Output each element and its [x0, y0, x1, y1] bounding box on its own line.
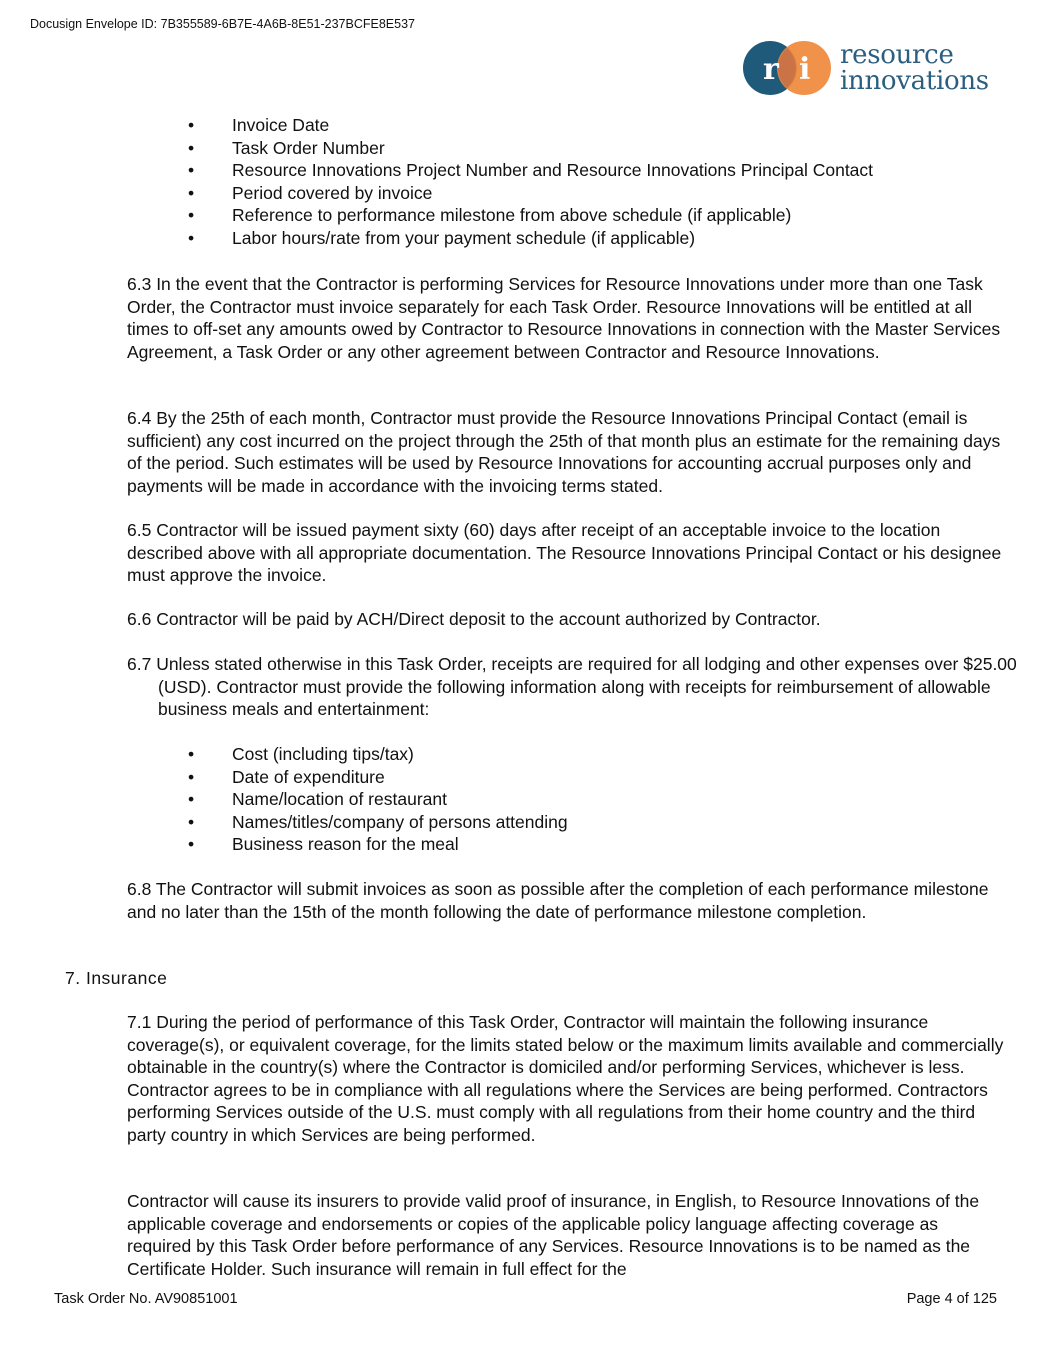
paragraph-6-6: 6.6 Contractor will be paid by ACH/Direct deposit to the account authorized by Contractor. — [127, 609, 821, 629]
paragraph-6-3: 6.3 In the event that the Contractor is performing Services for Resource Innovations under more than one Task Order, the Contractor must invoice separately for each Task Order. Resource Innovations will be entitled at all times to off-set any amounts owed by Contractor to Resource Innovations in connection with the Master Services Agreement, a Task Order or any other agreement between Contractor and Resource Innovations. — [127, 274, 1001, 362]
list-item — [188, 766, 568, 789]
paragraph-6-5: 6.5 Contractor will be issued payment sixty (60) days after receipt of an acceptable invoice to the location described above with all appropriate documentation. The Resource Innovations Principal Contact or his designee must approve the invoice. — [127, 520, 1002, 586]
logo-wordmark — [840, 42, 989, 94]
footer-task-order: Task Order No. AV90851001 — [54, 1291, 238, 1307]
list-item-text: Reference to performance milestone from above schedule (if applicable) — [232, 205, 792, 226]
list-item-text: Date of expenditure — [232, 766, 385, 787]
bullet: • — [188, 160, 195, 181]
invoice-requirements-list — [188, 114, 873, 250]
list-item-text: Cost (including tips/tax) — [232, 744, 414, 764]
list-item — [188, 743, 568, 766]
logo-letter-i: i — [799, 52, 811, 87]
list-item-text: Names/titles/company of persons attending — [232, 811, 568, 832]
bullet: • — [188, 766, 195, 787]
list-item-text: Resource Innovations Project Number and Resource Innovations Principal Contact — [232, 160, 874, 181]
docusign-envelope-id: Docusign Envelope ID: 7B355589-6B7E-4A6B-8E51-237BCFE8E537 — [30, 17, 415, 31]
bullet: • — [188, 137, 195, 158]
list-item-text: Name/location of restaurant — [232, 789, 447, 810]
section-7-heading: 7. Insurance — [65, 968, 168, 988]
list-item-text: Task Order Number — [232, 137, 385, 158]
list-item — [188, 159, 873, 182]
paragraph-6-7: 6.7 Unless stated otherwise in this Task Order, receipts are required for all lodging and other expenses over $25.00 (USD). Contractor must provide the following information along with receipts for reimbursement of allowable business meals and entertainment: — [127, 654, 1017, 720]
list-item-text: Invoice Date — [232, 115, 330, 135]
footer-page-number: Page 4 of 125 — [906, 1291, 997, 1307]
logo-letter-r: r — [763, 52, 779, 87]
bullet: • — [188, 115, 195, 135]
meal-receipt-requirements-list — [188, 743, 568, 856]
bullet: • — [188, 789, 195, 810]
list-item — [188, 137, 873, 160]
resource-innovations-logo — [742, 40, 1012, 98]
bullet: • — [188, 227, 195, 248]
list-item — [188, 227, 873, 250]
list-item — [188, 182, 873, 205]
list-item — [188, 833, 568, 856]
list-item — [188, 788, 568, 811]
list-item-text: Period covered by invoice — [232, 182, 433, 203]
list-item-text: Business reason for the meal — [232, 834, 459, 855]
bullet: • — [188, 744, 195, 764]
bullet: • — [188, 205, 195, 226]
list-item — [188, 811, 568, 834]
paragraph-6-4: 6.4 By the 25th of each month, Contractor must provide the Resource Innovations Principal Contact (email is sufficient) any cost incurred on the project through the 25th of that month plus an estimate for the remaining days of the period. Such estimates will be used by Resource Innovations for accounting accrual purposes only and payments will be made in accordance with the invoicing terms stated. — [127, 408, 1001, 496]
paragraph-7-1: 7.1 During the period of performance of this Task Order, Contractor will maintain the following insurance coverage(s), or equivalent coverage, for the limits stated below or the maximum limits available and commercially obtainable in the country(s) where the Contractor is domiciled and/or performing Services, whichever is less. Contractor agrees to be in compliance with all regulations where the Services are being performed. Contractors performing Services outside of the U.S. must comply with all regulations from their home country and the third party country in which Services are being performed. — [127, 1012, 1004, 1145]
bullet: • — [188, 834, 195, 855]
bullet: • — [188, 811, 195, 832]
logo-line-2: innovations — [840, 66, 989, 96]
logo-mark-icon — [742, 40, 834, 98]
list-item-text: Labor hours/rate from your payment schedule (if applicable) — [232, 227, 696, 248]
bullet: • — [188, 182, 195, 203]
logo-line-1: resource — [840, 40, 954, 70]
list-item — [188, 204, 873, 227]
paragraph-6-8: 6.8 The Contractor will submit invoices as soon as possible after the completion of each performance milestone and no later than the 15th of the month following the date of performance milestone completion. — [127, 879, 989, 922]
paragraph-7-1-proof-of-insurance: Contractor will cause its insurers to provide valid proof of insurance, in English, to Resource Innovations of the applicable coverage and endorsements or copies of the applicable policy language affecting coverage as required by this Task Order before performance of any Services. Resource Innovations is to be named as the Certificate Holder. Such insurance will remain in full effect for the — [127, 1191, 980, 1279]
list-item — [188, 114, 873, 137]
